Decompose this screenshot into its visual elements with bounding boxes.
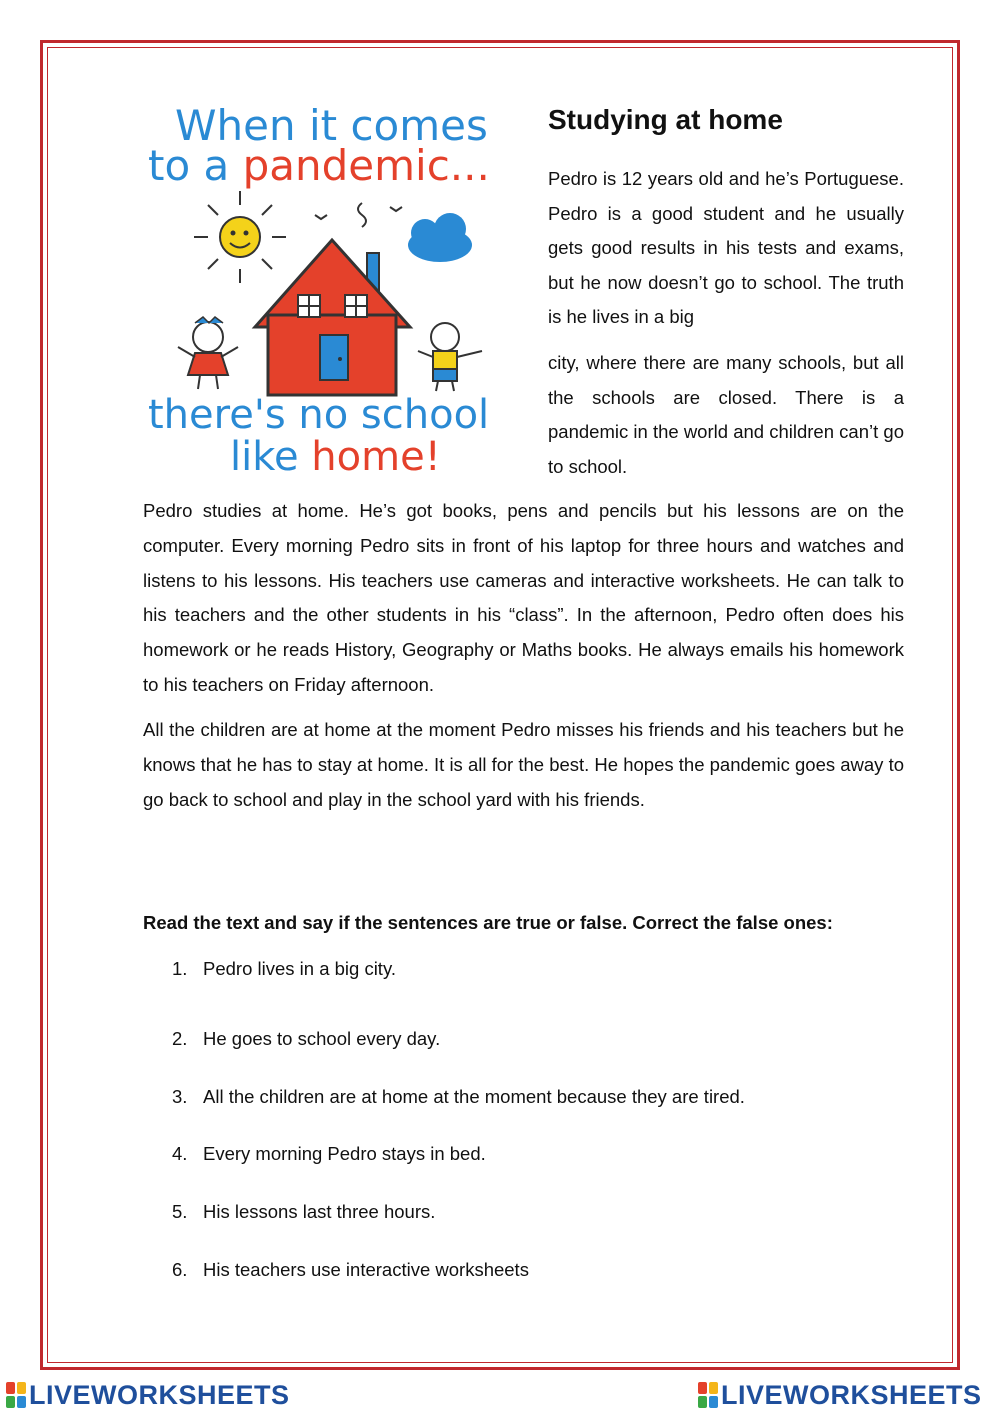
question-item [172,958,396,980]
question-text: His lessons last three hours. [203,1201,436,1222]
paragraph-studies: Pedro studies at home. He’s got books, pens and pencils but his lessons are on the computer. Every morning Pedro sits in front of his laptop for three hours and watches and listens to his lessons. His teachers use cameras and interactive worksheets. He can talk to his teachers and the other students in his “class”. In the afternoon, Pedro often does his homework or he reads History, Geography or Maths books. He always emails his homework to his teachers on Friday afternoon. [143,500,904,695]
paragraph-city: city, where there are many schools, but all the schools are closed. There is a pandemic in the world and children can’t go to school. [548,352,904,477]
illus-line-1: When it comes [175,101,488,150]
page-title: Studying at home [548,104,783,135]
logo-text: LIVEWORKSHEETS [29,1379,290,1410]
question-text: Every morning Pedro stays in bed. [203,1143,486,1164]
question-number: 5. [172,1201,188,1222]
sun-icon [194,191,286,283]
liveworksheets-logo-right [698,1378,982,1412]
question-text: His teachers use interactive worksheets [203,1259,529,1280]
question-number: 4. [172,1143,188,1164]
question-text: Pedro lives in a big city. [203,958,396,979]
cloud-icon [408,213,472,262]
exercise-instructions: Read the text and say if the sentences are true or false. Correct the false ones: [143,912,833,933]
paragraph-friends: All the children are at home at the moment Pedro misses his friends and his teachers but he knows that he has to stay at home. It is all for the best. He hopes the pandemic goes away to go back to school and play in the school yard with his friends. [143,719,904,810]
question-text: He goes to school every day. [203,1028,441,1049]
question-number: 3. [172,1086,188,1107]
question-item [172,1201,435,1223]
question-number: 6. [172,1259,188,1280]
question-number: 1. [172,958,188,979]
boy-icon [418,323,482,391]
question-item [172,1028,440,1050]
question-item [172,1259,529,1281]
bird-icon [390,207,402,211]
illus-line-2: to a pandemic... [148,141,490,190]
illus-line-3: there's no school [148,392,490,438]
question-item [172,1143,486,1165]
question-number: 2. [172,1028,188,1049]
question-item [172,1086,745,1108]
pandemic-house-illustration [140,95,525,485]
logo-squares-icon [6,1382,26,1408]
illus-line-4: like home! [230,434,441,480]
logo-text: LIVEWORKSHEETS [721,1379,982,1410]
house-icon [255,203,410,395]
question-text: All the children are at home at the moment because they are tired. [203,1086,745,1107]
bird-icon [315,215,327,219]
paragraph-intro: Pedro is 12 years old and he’s Portuguese. Pedro is a good student and he usually gets good results in his tests and exams, but he now doesn’t go to school. The truth is he lives in a big [548,168,904,327]
girl-icon [178,317,238,389]
logo-squares-icon [698,1382,718,1408]
liveworksheets-logo-left [6,1378,290,1412]
